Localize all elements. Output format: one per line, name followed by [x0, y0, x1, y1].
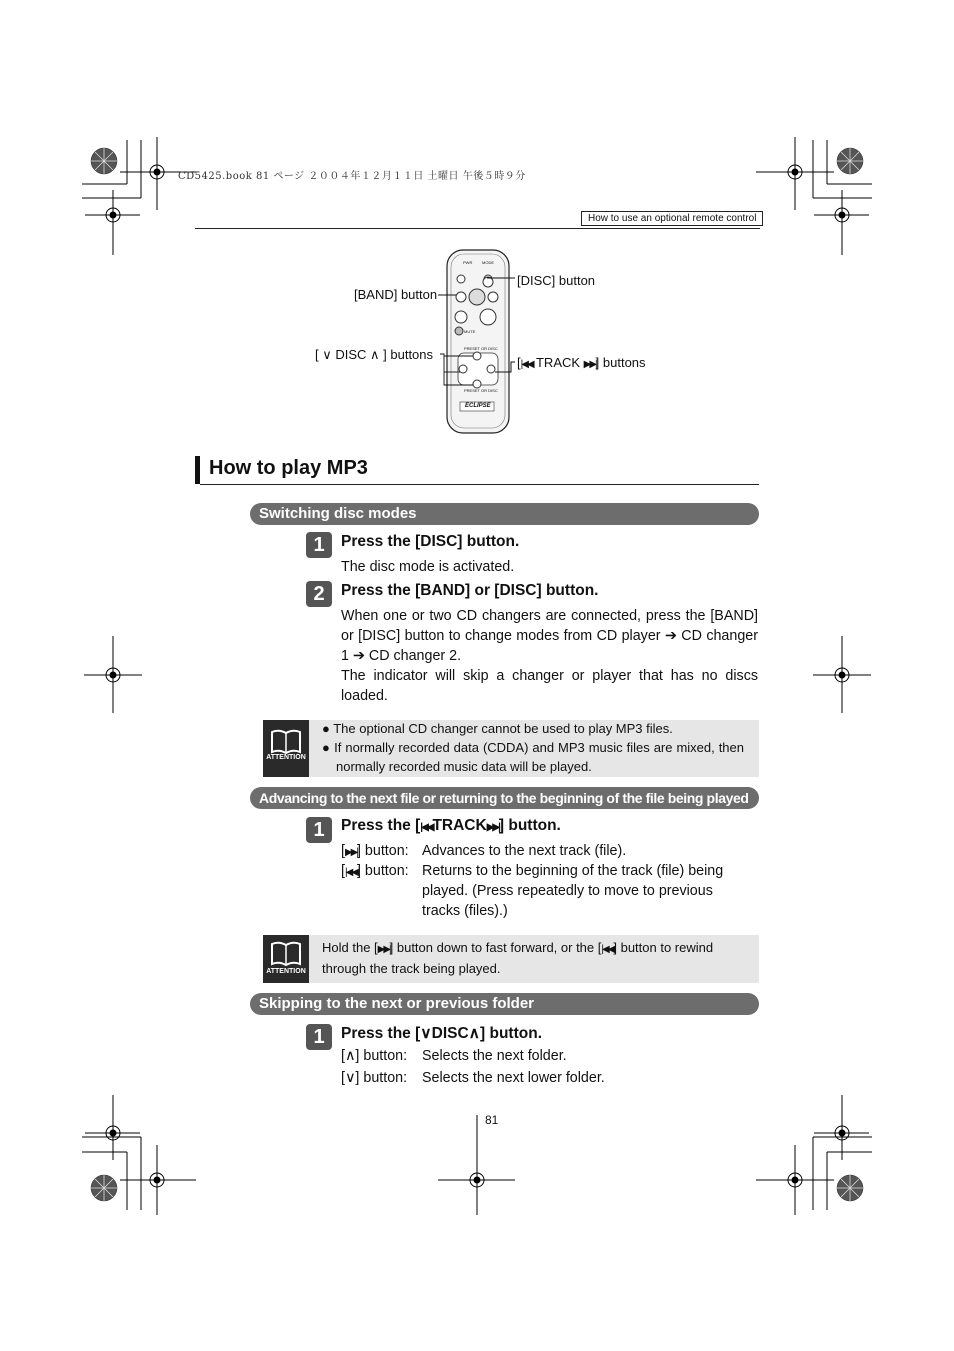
- prev-track-icon: |◀◀: [520, 359, 533, 370]
- up-button-desc: Selects the next folder.: [422, 1048, 567, 1064]
- header-rule: [195, 228, 760, 229]
- prev-button-label: [|◀◀] button:: [341, 863, 409, 879]
- next-track-icon: ▶▶|: [377, 944, 390, 955]
- page-number: 81: [485, 1113, 499, 1127]
- next-track-icon: ▶▶|: [583, 359, 596, 370]
- bullet-icon: ●: [322, 740, 335, 755]
- attention-list: [322, 719, 744, 776]
- step-number: 1: [306, 1024, 332, 1050]
- remote-pwr-label: PWR: [463, 260, 473, 265]
- remote-mute-label: MUTE: [464, 329, 476, 334]
- band-button-label: [BAND] button: [354, 287, 438, 302]
- step-heading: Press the [∨DISC∧] button.: [341, 1025, 543, 1042]
- step-body: The indicator will skip a changer or player that has no discs loaded.: [341, 668, 758, 704]
- section-header-skipping: Skipping to the next or previous folder: [250, 993, 759, 1015]
- disc-button-label: [DISC] button: [517, 273, 596, 288]
- chevron-up-icon: ∧: [468, 1025, 481, 1042]
- remote-brand: ECLIPSE: [465, 403, 491, 409]
- title-bar: [195, 456, 200, 484]
- print-header: CD5425.book 81 ページ ２００４年１２月１１日 土曜日 午後５時９分: [178, 171, 526, 182]
- attention-icon: [263, 935, 309, 983]
- step-number: 2: [306, 581, 332, 607]
- title-rule: [200, 484, 759, 485]
- down-button-desc: Selects the next lower folder.: [422, 1070, 605, 1086]
- prev-track-icon: |◀◀: [344, 867, 357, 878]
- down-button-label: [∨] button:: [341, 1070, 408, 1086]
- remote-preset-bottom: PRESET OR DISC: [464, 388, 498, 393]
- step-heading: Press the [|◀◀TRACK▶▶|] button.: [341, 817, 561, 834]
- attention-label: ATTENTION: [266, 754, 306, 761]
- attention-item: ● The optional CD changer cannot be used to play MP3 files.: [322, 721, 673, 736]
- step-heading: Press the [BAND] or [DISC] button.: [341, 582, 599, 599]
- attention-label: ATTENTION: [266, 968, 306, 975]
- step-number: 1: [306, 817, 332, 843]
- section-tag: How to use an optional remote control: [581, 211, 763, 226]
- prev-button-desc: Returns to the beginning of the track (file) being played. (Press repeatedly to move to previous tracks (files).): [422, 863, 724, 919]
- chevron-down-icon: ∨: [420, 1025, 432, 1042]
- track-buttons-label: [|◀◀ TRACK ▶▶|] buttons: [517, 355, 646, 370]
- remote-mode-label: MODE: [482, 260, 494, 265]
- prev-track-icon: |◀◀: [420, 822, 433, 833]
- step-body: The disc mode is activated.: [341, 559, 515, 575]
- book-icon: [263, 938, 309, 972]
- prev-track-icon: |◀◀: [601, 944, 614, 955]
- step-number: 1: [306, 532, 332, 558]
- section-header-switching: Switching disc modes: [250, 503, 759, 525]
- disc-updown-label: [ ∨ DISC ∧ ] buttons: [315, 347, 434, 362]
- remote-preset-top: PRESET OR DISC: [464, 346, 498, 351]
- step-heading: Press the [DISC] button.: [341, 533, 520, 550]
- bullet-icon: ●: [322, 721, 334, 736]
- next-button-desc: Advances to the next track (file).: [422, 843, 627, 859]
- remote-illustration: [300, 245, 680, 435]
- attention-icon: [263, 720, 309, 777]
- next-button-label: [▶▶|] button:: [341, 843, 409, 859]
- next-track-icon: ▶▶|: [344, 847, 357, 858]
- attention-text: Hold the [▶▶|] button down to fast forward, or the [|◀◀] button to rewind through the track being played.: [322, 940, 714, 976]
- section-header-advancing: Advancing to the next file or returning to the beginning of the file being played: [250, 787, 759, 809]
- step-body: When one or two CD changers are connected, press the [BAND] or [DISC] button to change modes from CD player ➔ CD changer 1 ➔ CD changer 2.: [341, 608, 758, 664]
- up-button-label: [∧] button:: [341, 1048, 408, 1064]
- next-track-icon: ▶▶|: [486, 822, 499, 833]
- attention-item: ● If normally recorded data (CDDA) and MP3 music files are mixed, then normally recorded music data will be played.: [322, 740, 744, 774]
- page-title: How to play MP3: [209, 457, 368, 479]
